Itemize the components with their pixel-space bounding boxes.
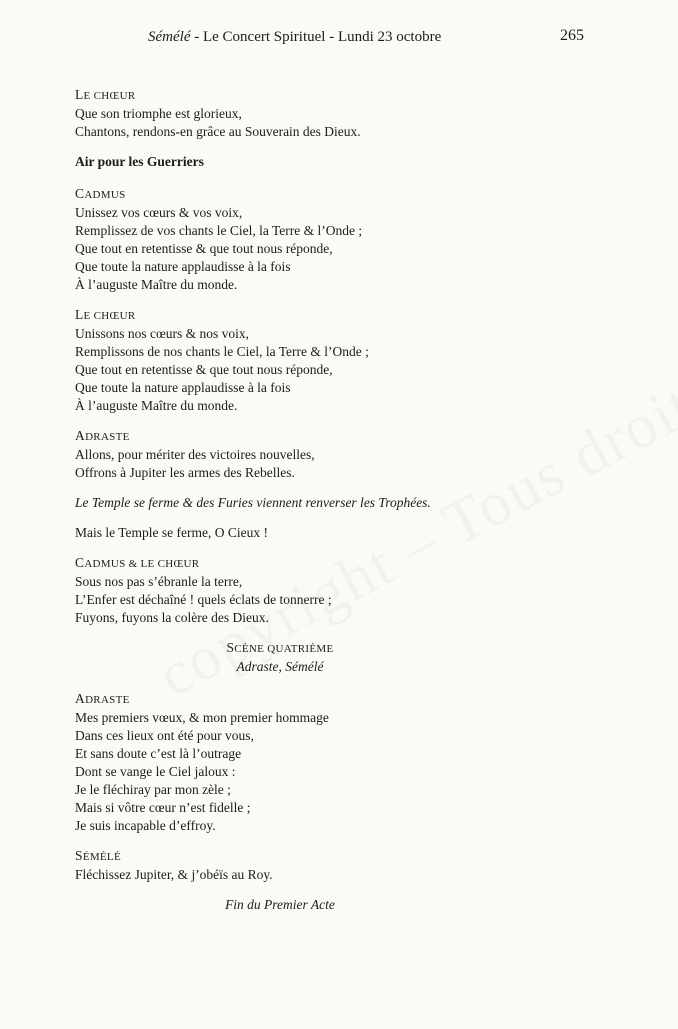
- libretto-text: [75, 86, 635, 914]
- verse-line: À l’auguste Maître du monde.: [75, 398, 238, 413]
- verse-line: Mes premiers vœux, & mon premier hommage: [75, 710, 329, 725]
- verse-line: Fuyons, fuyons la colère des Dieux.: [75, 610, 269, 625]
- speaker-name: CADMUS & LE CHŒUR: [75, 555, 200, 570]
- verse-line: Chantons, rendons-en grâce au Souverain des Dieux.: [75, 124, 361, 139]
- speech-adraste-1: [75, 427, 635, 482]
- end-of-act: Fin du Premier Acte: [225, 897, 335, 912]
- speaker-name: ADRASTE: [75, 691, 130, 706]
- speech-cadmus-and-choeur: [75, 554, 635, 627]
- speaker-name: CADMUS: [75, 186, 126, 201]
- verse-line: Que tout en retentisse & que tout nous réponde,: [75, 362, 333, 377]
- verse-line: Je le fléchiray par mon zèle ;: [75, 782, 231, 797]
- verse-line: Mais si vôtre cœur n’est fidelle ;: [75, 800, 251, 815]
- verse-line: Que toute la nature applaudisse à la fois: [75, 380, 291, 395]
- speech-semele: [75, 847, 635, 884]
- temple-line-block: [75, 524, 635, 542]
- verse-line: Que toute la nature applaudisse à la fois: [75, 259, 291, 274]
- verse-line: Je suis incapable d’effroy.: [75, 818, 216, 833]
- verse-line: Mais le Temple se ferme, O Cieux !: [75, 525, 269, 540]
- speaker-name: ADRASTE: [75, 428, 130, 443]
- header-work-title: Sémélé: [148, 29, 191, 45]
- scene-characters: Adraste, Sémélé: [236, 659, 324, 674]
- verse-line: Que tout en retentisse & que tout nous réponde,: [75, 241, 333, 256]
- verse-line: Remplissons de nos chants le Ciel, la Terre & l’Onde ;: [75, 344, 369, 359]
- speech-adraste-2: [75, 690, 635, 835]
- verse-line: Sous nos pas s’ébranle la terre,: [75, 574, 243, 589]
- verse-line: Remplissez de vos chants le Ciel, la Terre & l’Onde ;: [75, 223, 363, 238]
- speech-cadmus: [75, 185, 635, 294]
- verse-line: Unissons nos cœurs & nos voix,: [75, 326, 250, 341]
- speaker-name: LE CHŒUR: [75, 307, 136, 322]
- verse-line: Et sans doute c’est là l’outrage: [75, 746, 242, 761]
- verse-line: Que son triomphe est glorieux,: [75, 106, 242, 121]
- speaker-name: LE CHŒUR: [75, 87, 136, 102]
- stage-direction: Le Temple se ferme & des Furies viennent renverser les Trophées.: [75, 495, 431, 510]
- running-header: [0, 27, 678, 51]
- page-number: 265: [560, 27, 584, 44]
- header-event: - Le Concert Spirituel - Lundi 23 octobre: [190, 29, 442, 45]
- verse-line: Unissez vos cœurs & vos voix,: [75, 205, 243, 220]
- verse-line: Offrons à Jupiter les armes des Rebelles.: [75, 465, 295, 480]
- speaker-name: SÉMÉLÉ: [75, 848, 121, 863]
- scene-heading: [75, 639, 485, 676]
- section-heading: Air pour les Guerriers: [75, 154, 204, 169]
- verse-line: Dont se vange le Ciel jaloux :: [75, 764, 236, 779]
- speech-le-choeur-1: [75, 86, 635, 141]
- verse-line: À l’auguste Maître du monde.: [75, 277, 238, 292]
- verse-line: Fléchissez Jupiter, & j’obéïs au Roy.: [75, 867, 273, 882]
- verse-line: Allons, pour mériter des victoires nouvelles,: [75, 447, 315, 462]
- speech-le-choeur-2: [75, 306, 635, 415]
- scene-title: SCÈNE QUATRIÈME: [226, 640, 334, 655]
- header-title: [148, 29, 441, 46]
- verse-line: L’Enfer est déchaîné ! quels éclats de tonnerre ;: [75, 592, 332, 607]
- verse-line: Dans ces lieux ont été pour vous,: [75, 728, 254, 743]
